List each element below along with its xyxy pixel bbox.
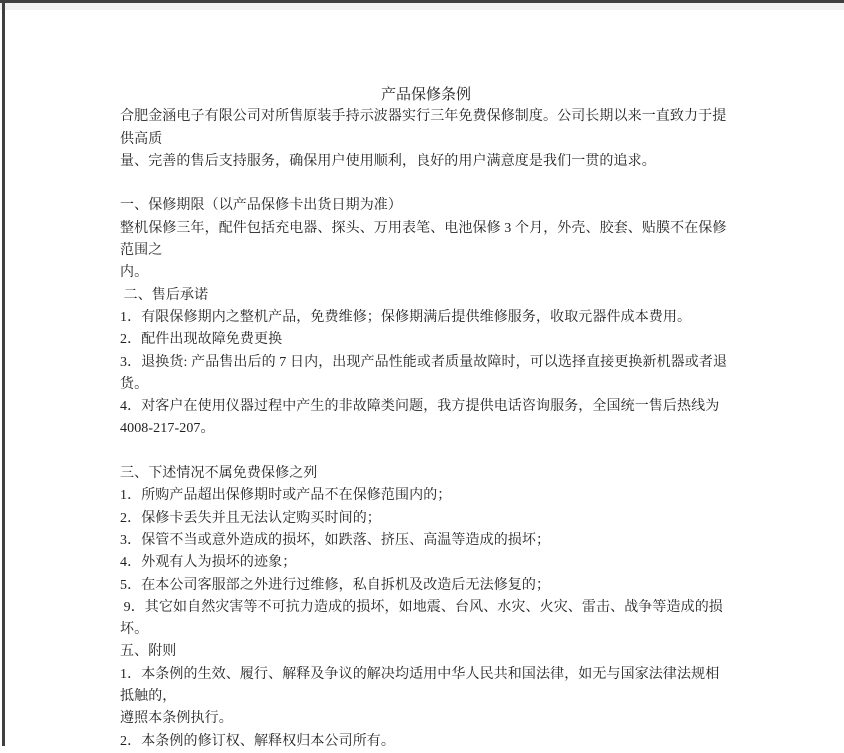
document-line: 4．外观有人为损坏的迹象； bbox=[120, 555, 297, 571]
document-line: 三、下述情况不属免费保修之列 bbox=[120, 466, 318, 482]
document-line: 3．退换货: 产品售出后的 7 日内，出现产品性能或者质量故障时，可以选择直接更换新机器或者退货。 bbox=[120, 354, 728, 392]
document-line: 9．其它如自然灾害等不可抗力造成的损坏，如地震、台风、水灾、火灾、雷击、战争等造成的损坏。 bbox=[120, 599, 723, 638]
document-line bbox=[120, 441, 732, 463]
document-line: 内。 bbox=[120, 265, 149, 281]
document-line: 4．对客户在使用仪器过程中产生的非故障类问题，我方提供电话咨询服务，全国统一售后热线为 bbox=[120, 399, 720, 415]
document-line: 2．配件出现故障免费更换 bbox=[120, 332, 283, 348]
document-line: 遵照本条例执行。 bbox=[120, 711, 233, 727]
document-line: 1．有限保修期内之整机产品，免费维修；保修期满后提供维修服务，收取元器件成本费用。 bbox=[120, 309, 692, 325]
document-line: 3．保管不当或意外造成的损坏，如跌落、挤压、高温等造成的损坏； bbox=[120, 532, 551, 548]
document-line: 2．保修卡丢失并且无法认定购买时间的； bbox=[120, 510, 381, 526]
document-line: 一、保修期限（以产品保修卡出货日期为准） bbox=[120, 198, 402, 214]
document-line: 合肥金涵电子有限公司对所售原装手持示波器实行三年免费保修制度。公司长期以来一直致力于提供高质 bbox=[120, 109, 727, 147]
document-line: 1．所购产品超出保修期时或产品不在保修范围内的； bbox=[120, 488, 452, 504]
window-left-border bbox=[2, 3, 5, 746]
document-line: 整机保修三年，配件包括充电器、探头、万用表笔、电池保修 3 个月，外壳、胶套、贴膜不在保修范围之 bbox=[120, 220, 727, 259]
window-top-strip bbox=[0, 3, 844, 10]
document-line: 二、售后承诺 bbox=[120, 287, 209, 303]
document-title: 产品保修条例 bbox=[380, 87, 471, 103]
document-line: 1．本条例的生效、履行、解释及争议的解决均适用中华人民共和国法律，如无与国家法律法规相抵触的， bbox=[120, 666, 720, 705]
document-line: 五、附则 bbox=[120, 644, 177, 660]
document-line: 5．在本公司客服部之外进行过维修，私自拆机及改造后无法修复的； bbox=[120, 577, 551, 593]
document-content bbox=[120, 84, 732, 753]
document-line bbox=[120, 173, 732, 195]
document-body bbox=[120, 106, 732, 753]
document-line: 4008-217-207。 bbox=[120, 421, 215, 437]
document-line: 量、完善的售后支持服务，确保用户使用顺利，良好的用户满意度是我们一贯的追求。 bbox=[120, 153, 656, 169]
document-line: 2．本条例的修订权、解释权归本公司所有。 bbox=[120, 733, 395, 749]
